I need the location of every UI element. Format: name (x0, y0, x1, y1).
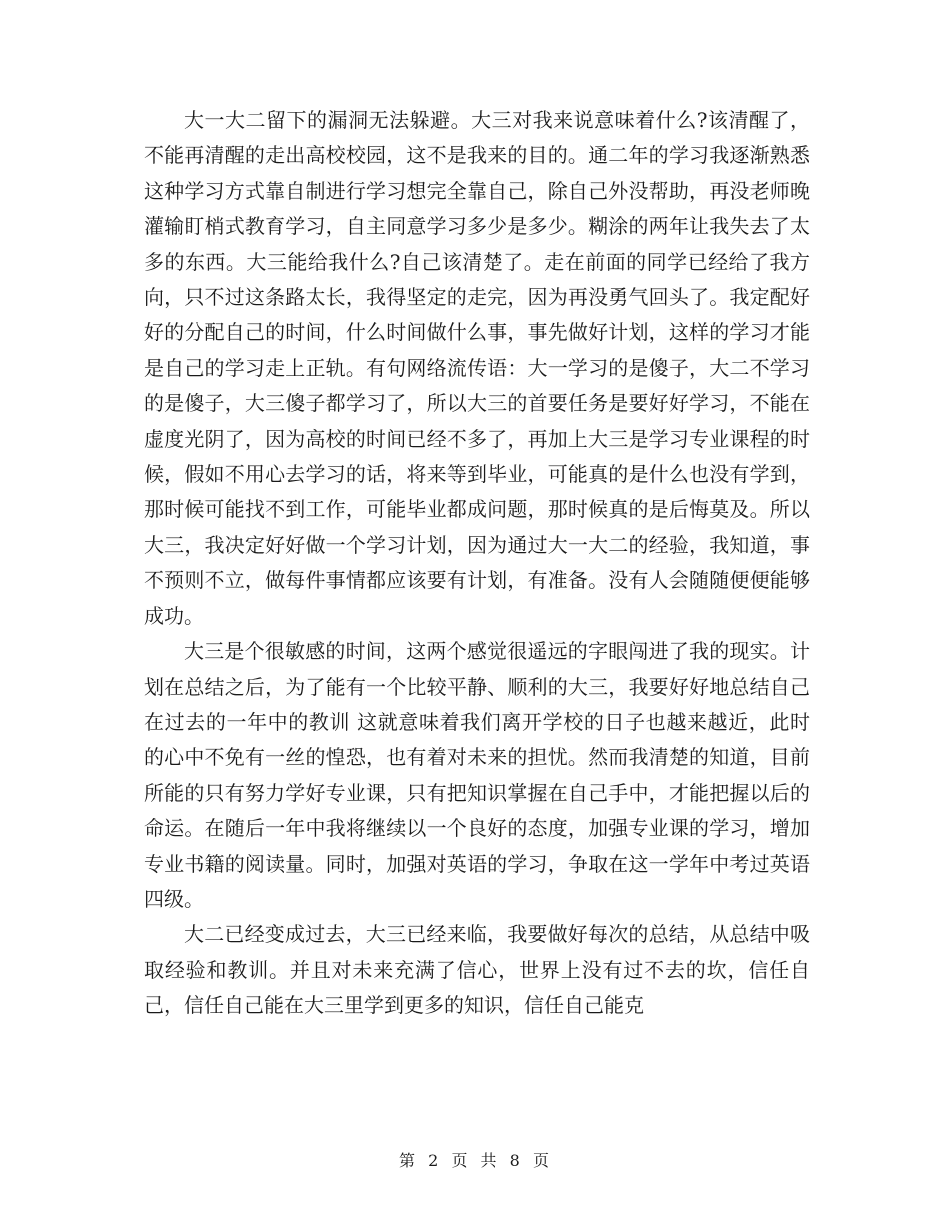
paragraph-3: 大二已经变成过去，大三已经来临，我要做好每次的总结，从总结中吸取经验和教训。并且对未来充满了信心，世界上没有过不去的坎，信任自己，信任自己能在大三里学到更多的知识，信任自己能克 (144, 922, 810, 1018)
footer-label-gong: 共 (480, 1151, 499, 1170)
footer-label-di: 第 (399, 1151, 418, 1170)
page-footer (0, 1148, 950, 1171)
footer-label-ye: 页 (451, 1151, 470, 1170)
document-body (144, 103, 810, 1024)
paragraph-2: 大三是个很敏感的时间，这两个感觉很遥远的字眼闯进了我的现实。计划在总结之后，为了能有一个比较平静、顺利的大三，我要好好地总结自己在过去的一年中的教训 这就意味着我们离开学校的日子也越来越近，此时的心中不免有一丝的惶恐，也有着对未来的担忧。然而我清楚的知道，目前所能的只有努力学好专业课，只有把知识掌握在自己手中，才能把握以后的命运。在随后一年中我将继续以一个良好的态度，加强专业课的学习，增加专业书籍的阅读量。同时，加强对英语的学习，争取在这一学年中考过英语四级。 (144, 639, 810, 911)
paragraph-1: 大一大二留下的漏洞无法躲避。大三对我来说意味着什么?该清醒了，不能再清醒的走出高校校园，这不是我来的目的。通二年的学习我逐渐熟悉这种学习方式靠自制进行学习想完全靠自己，除自己外没帮助，再没老师晚灌输盯梢式教育学习，自主同意学习多少是多少。糊涂的两年让我失去了太多的东西。大三能给我什么?自己该清楚了。走在前面的同学已经给了我方向，只不过这条路太长，我得坚定的走完，因为再没勇气回头了。我定配好好的分配自己的时间，什么时间做什么事，事先做好计划，这样的学习才能是自己的学习走上正轨。有句网络流传语：大一学习的是傻子，大二不学习的是傻子，大三傻子都学习了，所以大三的首要任务是要好好学习，不能在虚度光阴了，因为高校的时间已经不多了，再加上大三是学习专业课程的时候，假如不用心去学习的话，将来等到毕业，可能真的是什么也没有学到，那时候可能找不到工作，可能毕业都成问题，那时候真的是后悔莫及。所以大三，我决定好好做一个学习计划，因为通过大一大二的经验，我知道，事不预则不立，做每件事情都应该要有计划，有准备。没有人会随随便便能够成功。 (144, 108, 810, 628)
footer-page-current: 2 (428, 1151, 441, 1170)
footer-page-total: 8 (509, 1151, 522, 1170)
footer-label-ye2: 页 (532, 1151, 551, 1170)
